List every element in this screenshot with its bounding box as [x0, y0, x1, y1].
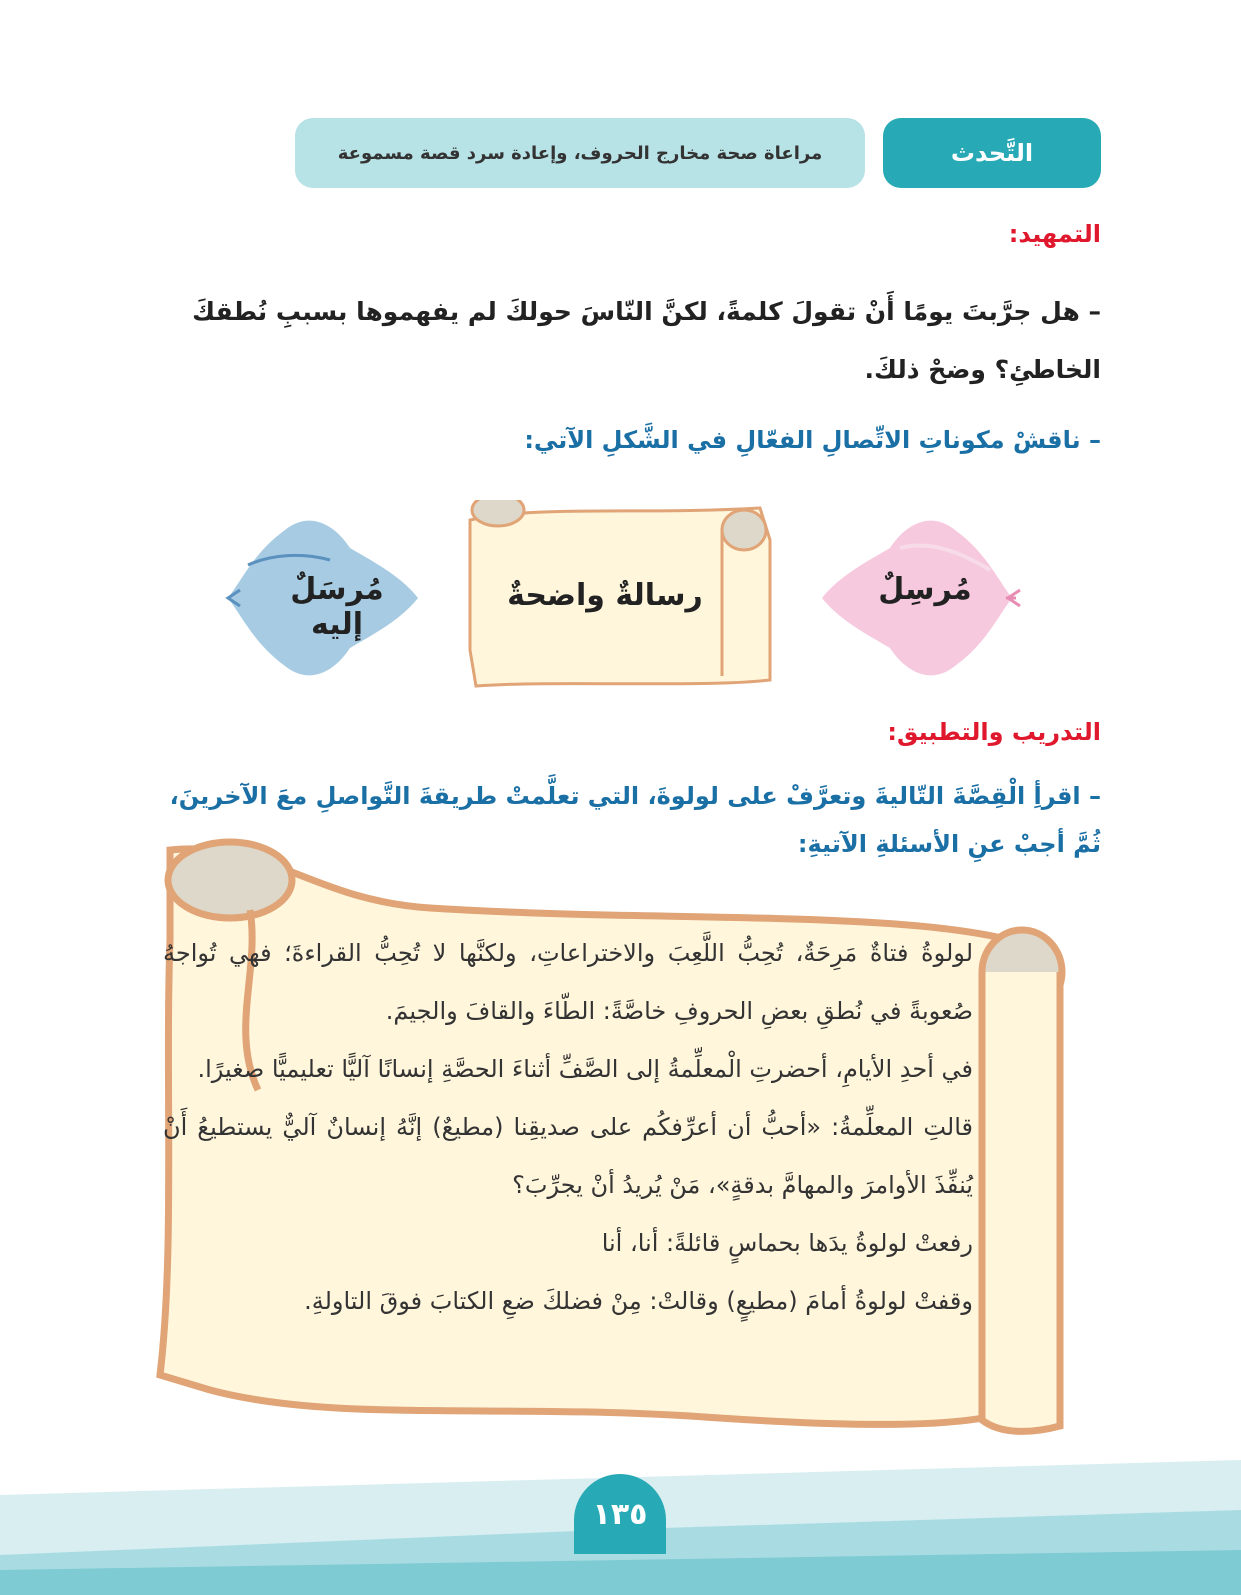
intro-question: – هل جرَّبتَ يومًا أَنْ تقولَ كلمةً، لكنَّ النّاسَ حولكَ لم يفهموها بسببِ نُطقكَ الخاطئِ؟ وضحْ ذلكَ.: [192, 297, 1101, 384]
message-label: رسالةٌ واضحةٌ: [507, 578, 703, 613]
practice-instruction-line1: – اقرأِ الْقِصَّةَ التّاليةَ وتعرَّفْ على لولوةَ، التي تعلَّمتْ طريقةَ التَّواصلِ معَ الآخرينَ،: [169, 782, 1101, 810]
page-number: ١٣٥: [574, 1474, 666, 1554]
discussion-instruction: – ناقشْ مكوناتِ الاتِّصالِ الفعّالِ في الشَّكلِ الآتي:: [524, 426, 1101, 454]
story-paragraph: لولوةُ فتاةٌ مَرِحَةٌ، تُحِبُّ اللَّعِبَ والاختراعاتِ، ولكنَّها لا تُحِبُّ القراءةَ؛ فهي تُواجهُ صُعوبةً في نُطقِ بعضِ الحروفِ خاصَّةً: الطّاءَ والقافَ والجيمَ.: [163, 939, 973, 1025]
story-paragraph: وقفتْ لولوةُ أمامَ (مطيعٍ) وقالتْ: مِنْ فضلكَ ضعِ الكتابَ فوقَ التاولةِ.: [304, 1287, 973, 1315]
lesson-objective-banner: مراعاة صحة مخارج الحروف، وإعادة سرد قصة مسموعة: [295, 118, 865, 188]
receiver-label: مُرسَلٌ إليه: [290, 572, 384, 642]
intro-heading: التمهيد:: [1008, 220, 1101, 248]
practice-heading: التدريب والتطبيق:: [887, 718, 1101, 746]
story-paragraph: في أحدِ الأيامِ، أحضرتِ الْمعلِّمةُ إلى الصَّفِّ أثناءَ الحصَّةِ إنسانًا آليًّا تعليميًّا صغيرًا.: [197, 1055, 973, 1083]
sender-label: مُرسِلٌ: [878, 572, 972, 607]
practice-instruction-line2: ثُمَّ أجبْ عنِ الأسئلةِ الآتيةِ:: [797, 830, 1101, 858]
section-tab: التَّحدث: [883, 118, 1101, 188]
story-text: [163, 924, 973, 1330]
story-paragraph: رفعتْ لولوةُ يدَها بحماسٍ قائلةً: أنا، أنا: [601, 1229, 973, 1257]
story-paragraph: قالتِ المعلِّمةُ: «أحبُّ أن أعرِّفكُم على صديقِنا (مطيعٌ) إنَّهُ إنسانٌ آليٌّ يستطيعُ أَنْ يُنفِّذَ الأوامرَ والمهامَّ بدقةٍ»، مَنْ يُريدُ أنْ يجرِّبَ؟: [163, 1113, 973, 1199]
